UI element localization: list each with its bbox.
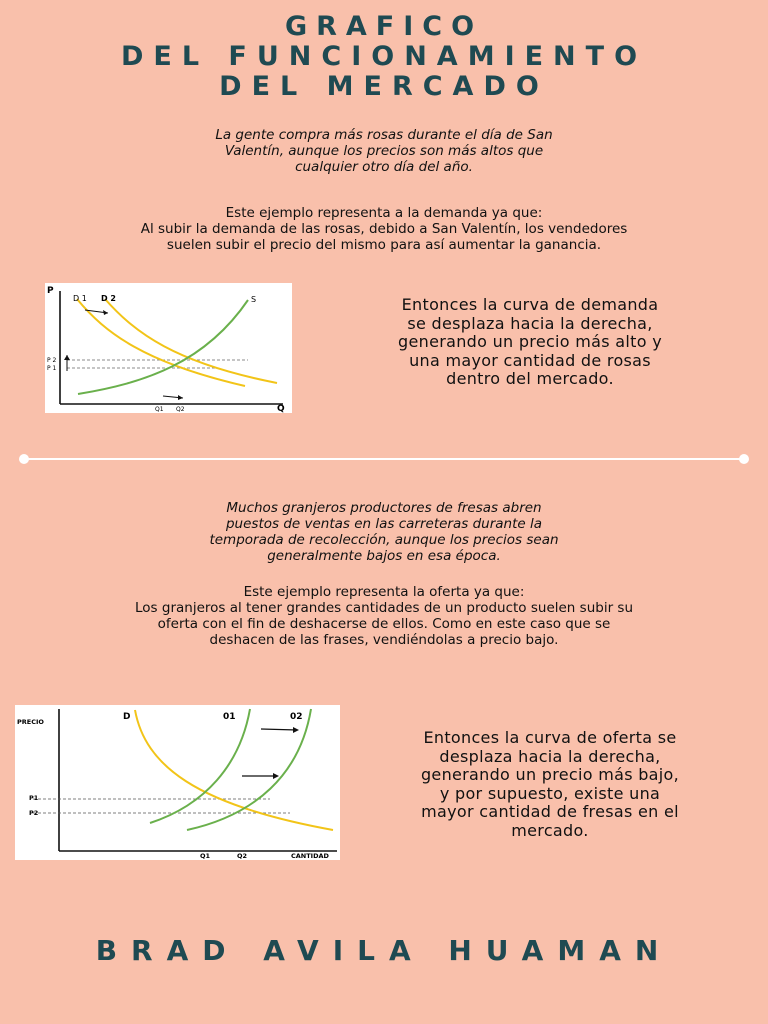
demand-curve-d [135, 710, 333, 830]
supply-callout-line: mercado. [511, 820, 589, 840]
shift-arrow-top [261, 729, 297, 730]
demand-callout-line: Entonces la curva de demanda [401, 295, 659, 314]
strawberries-intro-line: puestos de ventas en las carreteras durante la [225, 516, 543, 532]
title-line-2: DEL FUNCIONAMIENTO [120, 41, 648, 72]
strawberries-intro-line: Muchos granjeros productores de fresas abren [226, 500, 542, 516]
supply-callout-line: Entonces la curva de oferta se [423, 728, 677, 747]
author-name: BRAD AVILA HUAMAN [95, 934, 673, 967]
curve-label-d: D [123, 712, 131, 722]
supply-shift-chart [15, 705, 340, 860]
curve-label-d2: D 2 [101, 294, 116, 303]
curve-label-s: S [251, 295, 257, 304]
supply-callout [350, 729, 750, 840]
quantity-label-q2: Q2 [237, 852, 248, 860]
x-axis-label: CANTIDAD [291, 852, 329, 860]
curve-label-01: 01 [223, 712, 236, 722]
title-line-1: GRAFICO [284, 11, 484, 42]
demand-shift-chart [45, 283, 292, 413]
roses-intro-line: cualquier otro día del año. [295, 159, 473, 175]
quantity-label-q1: Q1 [200, 852, 211, 860]
price-label-p1: P1 [29, 794, 39, 802]
price-label-p2: P 2 [47, 357, 57, 364]
roses-explanation-line: Este ejemplo representa a la demanda ya que: [225, 205, 543, 221]
price-rise-arrow-head [64, 355, 70, 360]
strawberries-explanation-line: deshacen de las frases, vendiéndolas a precio bajo. [209, 632, 559, 648]
demand-callout-line: una mayor cantidad de rosas [409, 350, 651, 370]
divider-left-dot [19, 454, 29, 464]
demand-callout-line: dentro del mercado. [446, 369, 614, 388]
strawberries-explanation-line: Este ejemplo representa la oferta ya que: [243, 584, 525, 600]
quantity-label-q1: Q1 [155, 406, 164, 413]
roses-intro-line: La gente compra más rosas durante el día de San [215, 127, 553, 143]
supply-callout-line: generando un precio más bajo, [420, 765, 680, 784]
demand-callout-line: se desplaza hacia la derecha, [407, 313, 653, 333]
title-line-3: DEL MERCADO [219, 71, 549, 102]
supply-callout-line: mayor cantidad de fresas en el [421, 802, 679, 821]
roses-intro-line: Valentín, aunque los precios son más altos que [224, 143, 544, 159]
divider-right-dot [739, 454, 749, 464]
strawberries-intro-line: temporada de recolección, aunque los precios sean [209, 532, 559, 548]
demand-callout-line: generando un precio más alto y [398, 332, 662, 351]
strawberries-explanation [0, 584, 768, 648]
section-divider [18, 453, 750, 465]
demand-callout [330, 296, 730, 389]
supply-callout-line: desplaza hacia la derecha, [439, 746, 661, 766]
strawberries-intro [0, 500, 768, 564]
supply-curve-02 [187, 709, 311, 830]
shift-arrow-middle-head [273, 773, 279, 779]
y-axis-label: P [47, 286, 54, 296]
roses-intro [0, 127, 768, 175]
strawberries-explanation-line: Los granjeros al tener grandes cantidades de un producto suelen subir su [135, 600, 633, 616]
quantity-label-q2: Q2 [176, 406, 185, 413]
price-label-p2: P2 [29, 809, 39, 817]
price-label-p1: P 1 [47, 365, 57, 372]
supply-shift-svg [15, 705, 340, 860]
roses-explanation [0, 205, 768, 253]
strawberries-explanation-line: oferta con el fin de deshacerse de ellos. Como en este caso que se [157, 616, 611, 632]
curve-label-02: 02 [290, 712, 303, 722]
y-axis-label: PRECIO [17, 718, 44, 726]
x-axis-label: Q [277, 404, 285, 413]
shift-arrow-top-head [293, 727, 299, 733]
strawberries-intro-line: generalmente bajos en esa época. [267, 548, 501, 564]
supply-callout-line: y por supuesto, existe una [439, 783, 661, 803]
demand-shift-svg [45, 283, 292, 413]
roses-explanation-line: Al subir la demanda de las rosas, debido a San Valentín, los vendedores [140, 221, 628, 237]
curve-label-d1: D 1 [73, 294, 87, 303]
roses-explanation-line: suelen subir el precio del mismo para así aumentar la ganancia. [166, 237, 602, 253]
